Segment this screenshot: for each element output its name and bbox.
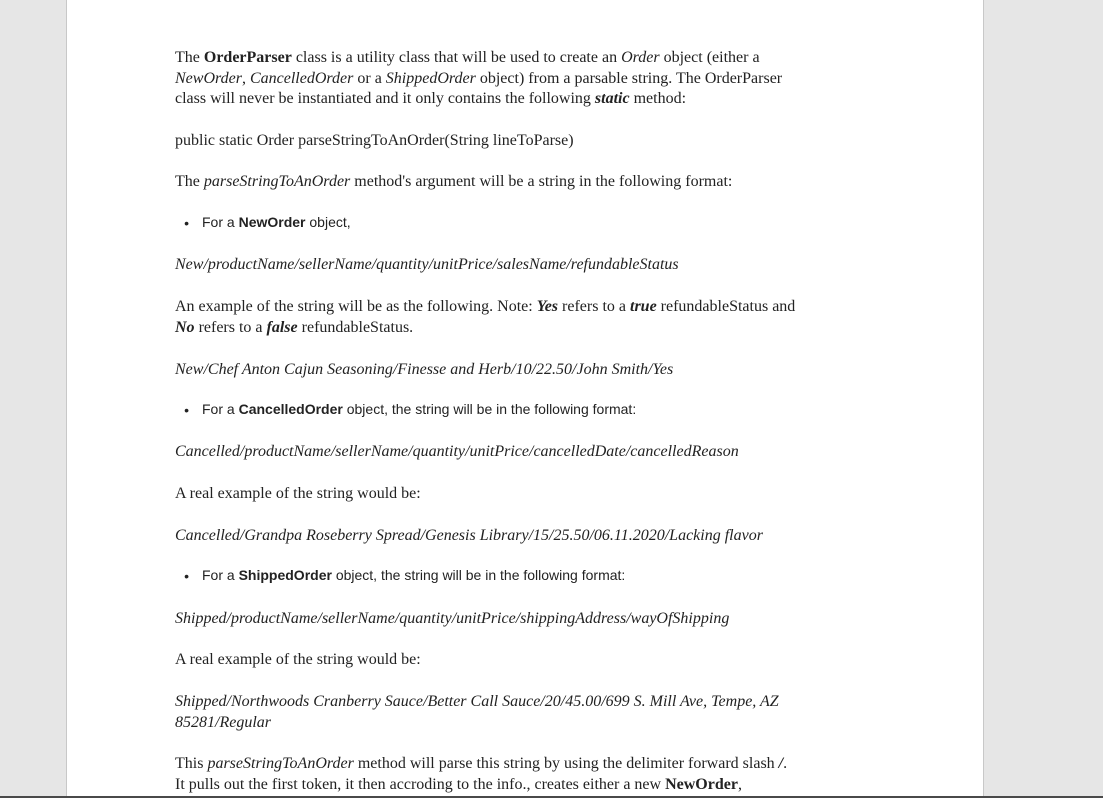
format-string: New/productName/sellerName/quantity/unitPrice/salesName/refundableStatus xyxy=(175,256,679,273)
parse-description-line-1 xyxy=(175,754,875,775)
example-cancelled xyxy=(175,526,875,547)
text: For a xyxy=(202,567,239,583)
class-name-cancelledorder: CancelledOrder xyxy=(238,401,343,417)
bullet-cancelledorder xyxy=(202,401,636,417)
example-string: Cancelled/Grandpa Roseberry Spread/Genesis Library/15/25.50/06.11.2020/Lacking flavor xyxy=(175,527,763,544)
bullet-marker: • xyxy=(184,402,189,418)
keyword-no: No xyxy=(175,318,195,336)
text: or a xyxy=(353,69,386,87)
bullet-shippedorder xyxy=(202,567,625,583)
format-cancelled xyxy=(175,442,875,463)
text: This xyxy=(175,755,208,772)
text: refers to a xyxy=(558,298,630,315)
class-name-shippedorder: ShippedOrder xyxy=(385,69,476,87)
intro-paragraph-line-2 xyxy=(175,69,875,90)
format-new xyxy=(175,255,875,276)
format-string: Cancelled/productName/sellerName/quantity/unitPrice/cancelledDate/cancelledReason xyxy=(175,443,739,460)
text: The xyxy=(175,173,204,190)
text: class will never be instantiated and it only contains the following xyxy=(175,90,595,107)
text: object, the string will be in the following format: xyxy=(331,567,626,583)
intro-paragraph-line-3 xyxy=(175,89,875,110)
text: object (either a xyxy=(659,49,760,66)
class-name-neworder: NewOrder xyxy=(175,69,242,87)
format-intro-paragraph xyxy=(175,172,875,193)
class-name-neworder: NewOrder xyxy=(238,214,306,230)
keyword-static: static xyxy=(594,90,630,107)
text: object) from a parsable string. The OrderParser xyxy=(475,69,783,87)
text: refundableStatus and xyxy=(656,298,796,315)
format-shipped xyxy=(175,609,875,630)
class-name-orderparser: OrderParser xyxy=(203,49,292,66)
example-string: New/Chef Anton Cajun Seasoning/Finesse and Herb/10/22.50/John Smith/Yes xyxy=(175,361,674,378)
text: object, the string will be in the following format: xyxy=(342,401,637,417)
class-name-order: Order xyxy=(621,49,660,66)
bullet-marker: • xyxy=(184,215,189,231)
document-page xyxy=(66,0,984,798)
delimiter-slash: / xyxy=(778,755,784,772)
keyword-yes: Yes xyxy=(536,298,559,315)
method-signature: public static Order parseStringToAnOrder(String lineToParse) xyxy=(175,132,574,149)
example-shipped-line-1 xyxy=(175,692,875,713)
example-shipped-line-2 xyxy=(175,713,875,734)
example-new xyxy=(175,360,875,381)
bullet-neworder xyxy=(202,214,351,230)
keyword-false: false xyxy=(266,318,298,336)
text: An example of the string will be as the following. Note: xyxy=(175,298,537,315)
text: method's argument will be a string in the following format: xyxy=(350,173,733,190)
class-name-shippedorder: ShippedOrder xyxy=(238,567,332,583)
parse-description-line-2 xyxy=(175,775,875,796)
text: method: xyxy=(629,90,687,107)
intro-paragraph-line-1 xyxy=(175,48,875,69)
bullet-marker: • xyxy=(184,568,189,584)
example-string: 85281/Regular xyxy=(175,713,271,731)
class-name-neworder: NewOrder xyxy=(665,775,738,793)
text: refers to a xyxy=(194,318,267,336)
real-example-label-2: A real example of the string would be: xyxy=(175,651,421,668)
text: , xyxy=(241,69,250,87)
class-name-cancelledorder: CancelledOrder xyxy=(249,69,354,87)
text: method will parse this string by using the delimiter forward slash xyxy=(353,755,779,772)
method-name: parseStringToAnOrder xyxy=(207,755,354,772)
text: For a xyxy=(202,214,239,230)
keyword-true: true xyxy=(630,298,657,315)
text: . xyxy=(783,755,788,772)
text: class is a utility class that will be used to create an xyxy=(291,49,622,66)
text: For a xyxy=(202,401,239,417)
text: , xyxy=(737,775,742,793)
example-string: Shipped/Northwoods Cranberry Sauce/Better Call Sauce/20/45.00/699 S. Mill Ave, Tempe, AZ xyxy=(175,693,779,710)
format-string: Shipped/productName/sellerName/quantity/unitPrice/shippingAddress/wayOfShipping xyxy=(175,610,730,627)
text: object, xyxy=(305,214,351,230)
text: The xyxy=(175,49,204,66)
example-note-line-1 xyxy=(175,297,875,318)
method-name: parseStringToAnOrder xyxy=(203,173,351,190)
example-note-line-2 xyxy=(175,318,875,339)
text: It pulls out the first token, it then accroding to the info., creates either a new xyxy=(175,775,666,793)
text: refundableStatus. xyxy=(297,318,414,336)
real-example-label-1: A real example of the string would be: xyxy=(175,485,421,502)
